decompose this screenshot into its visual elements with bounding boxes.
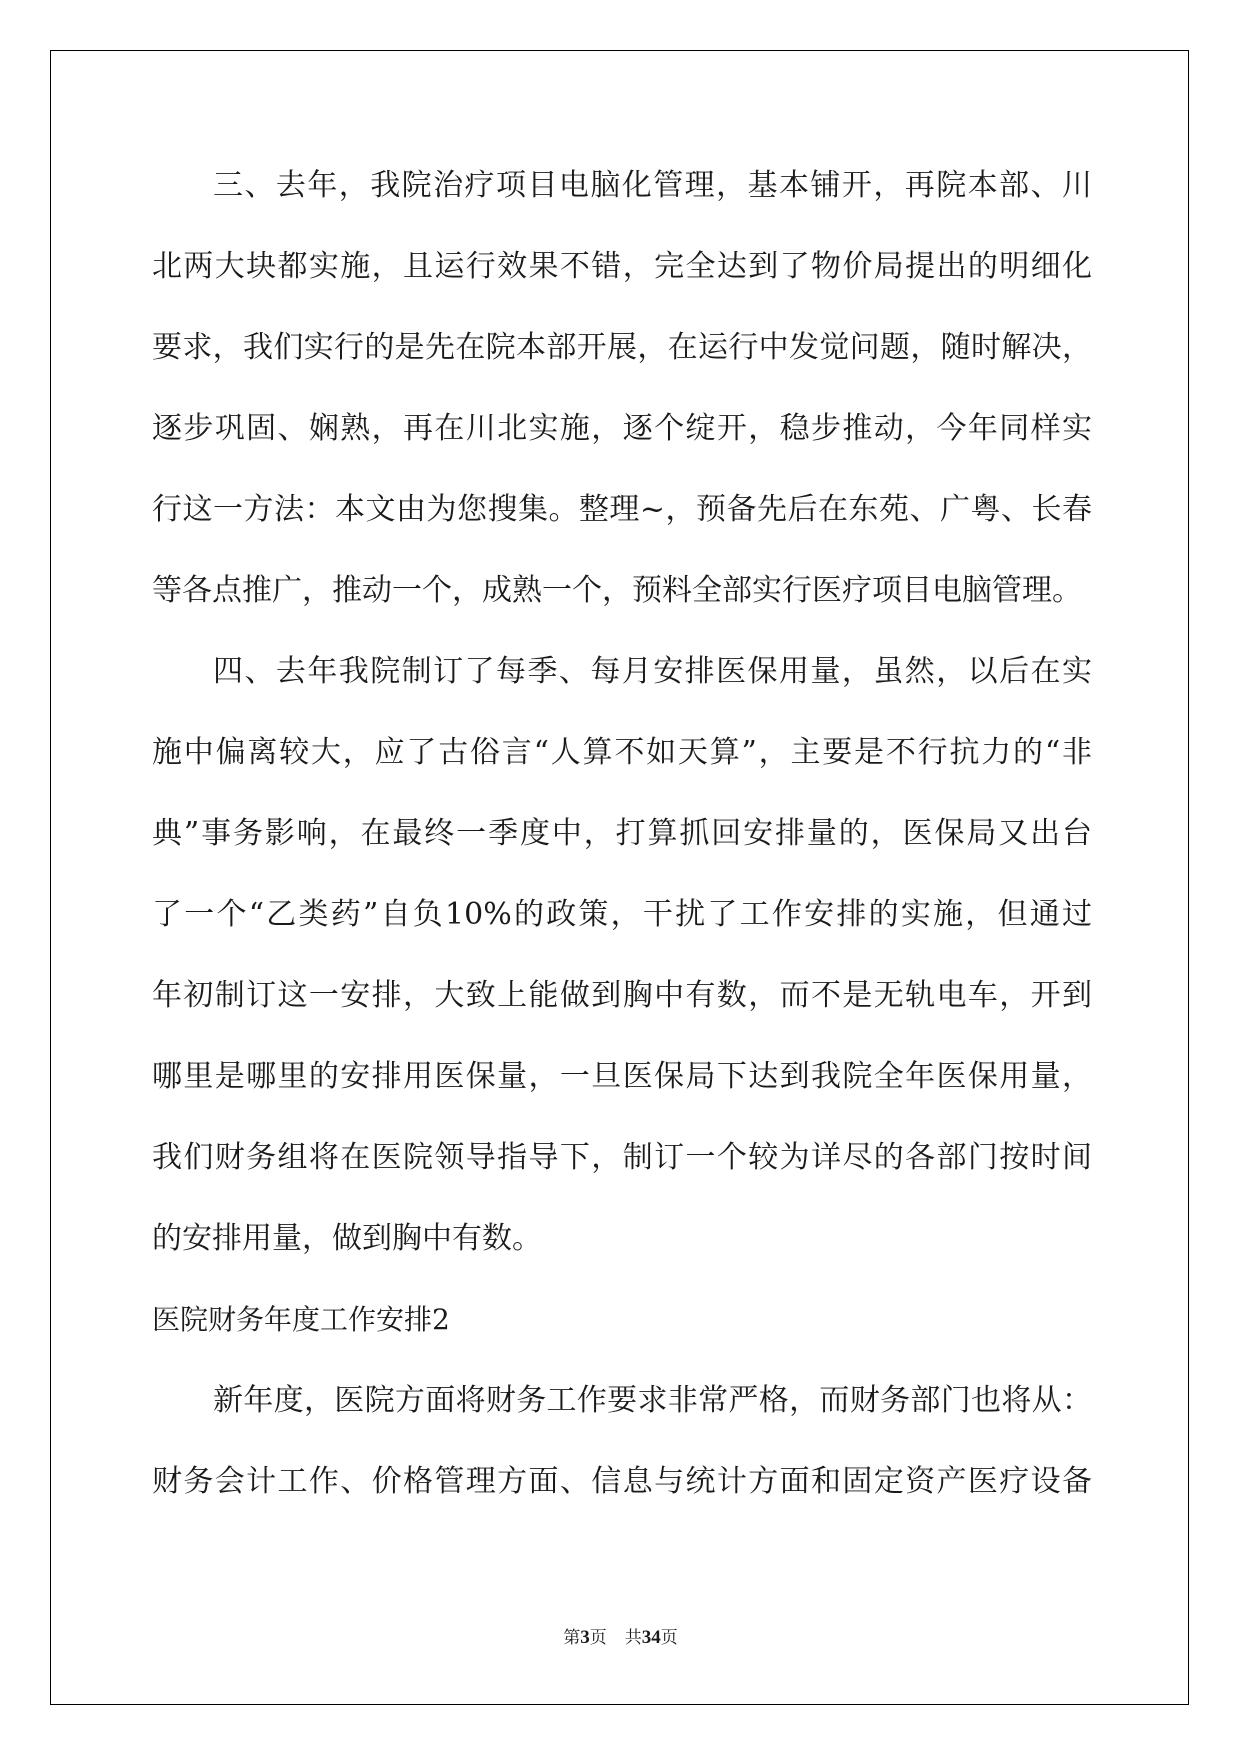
page-footer (0, 1623, 1241, 1649)
text-line: 我们财务组将在医院领导指导下，制订一个较为详尽的各部门按时间 (152, 1140, 1092, 1175)
text-line: 逐步巩固、娴熟，再在川北实施，逐个绽开，稳步推动，今年同样实 (152, 411, 1092, 446)
text-line: 施中偏离较大，应了古俗言“人算不如天算”，主要是不行抗力的“非 (152, 735, 1092, 770)
section-heading: 医院财务年度工作安排2 (152, 1303, 450, 1336)
text-line: 年初制订这一安排，大致上能做到胸中有数，而不是无轨电车，开到 (152, 978, 1092, 1013)
text-line: 了一个“乙类药”自负10%的政策，干扰了工作安排的实施，但通过 (152, 897, 1092, 932)
paragraph-4 (152, 646, 1092, 1294)
footer-page-suffix: 页 (589, 1628, 607, 1648)
text-line: 要求，我们实行的是先在院本部开展，在运行中发觉问题，随时解决， (152, 330, 1092, 365)
current-page-number: 3 (580, 1627, 590, 1648)
footer-prefix: 第 (563, 1628, 581, 1648)
text-line: 新年度，医院方面将财务工作要求非常严格，而财务部门也将从： (213, 1383, 1092, 1418)
footer-total-suffix: 页 (660, 1628, 678, 1648)
paragraph-3 (152, 160, 1092, 646)
text-line: 行这一方法：本文由为您搜集。整理~，预备先后在东苑、广粤、长春 (152, 492, 1092, 527)
text-line: 典”事务影响，在最终一季度中，打算抓回安排量的，医保局又出台 (152, 816, 1092, 851)
text-line: 三、去年，我院治疗项目电脑化管理，基本铺开，再院本部、川 (213, 168, 1092, 203)
total-page-count: 34 (641, 1627, 661, 1648)
text-line: 北两大块都实施，且运行效果不错，完全达到了物价局提出的明细化 (152, 249, 1092, 284)
text-line: 等各点推广，推动一个，成熟一个，预料全部实行医疗项目电脑管理。 (152, 573, 1082, 608)
paragraph-new-year (152, 1375, 1092, 1537)
text-line: 的安排用量，做到胸中有数。 (152, 1221, 542, 1256)
text-line: 哪里是哪里的安排用医保量，一旦医保局下达到我院全年医保用量， (152, 1059, 1092, 1094)
footer-total-prefix: 共 (624, 1628, 642, 1648)
text-line: 四、去年我院制订了每季、每月安排医保用量，虽然，以后在实 (213, 654, 1092, 689)
text-line: 财务会计工作、价格管理方面、信息与统计方面和固定资产医疗设备 (152, 1464, 1092, 1499)
document-body (152, 160, 1092, 1537)
